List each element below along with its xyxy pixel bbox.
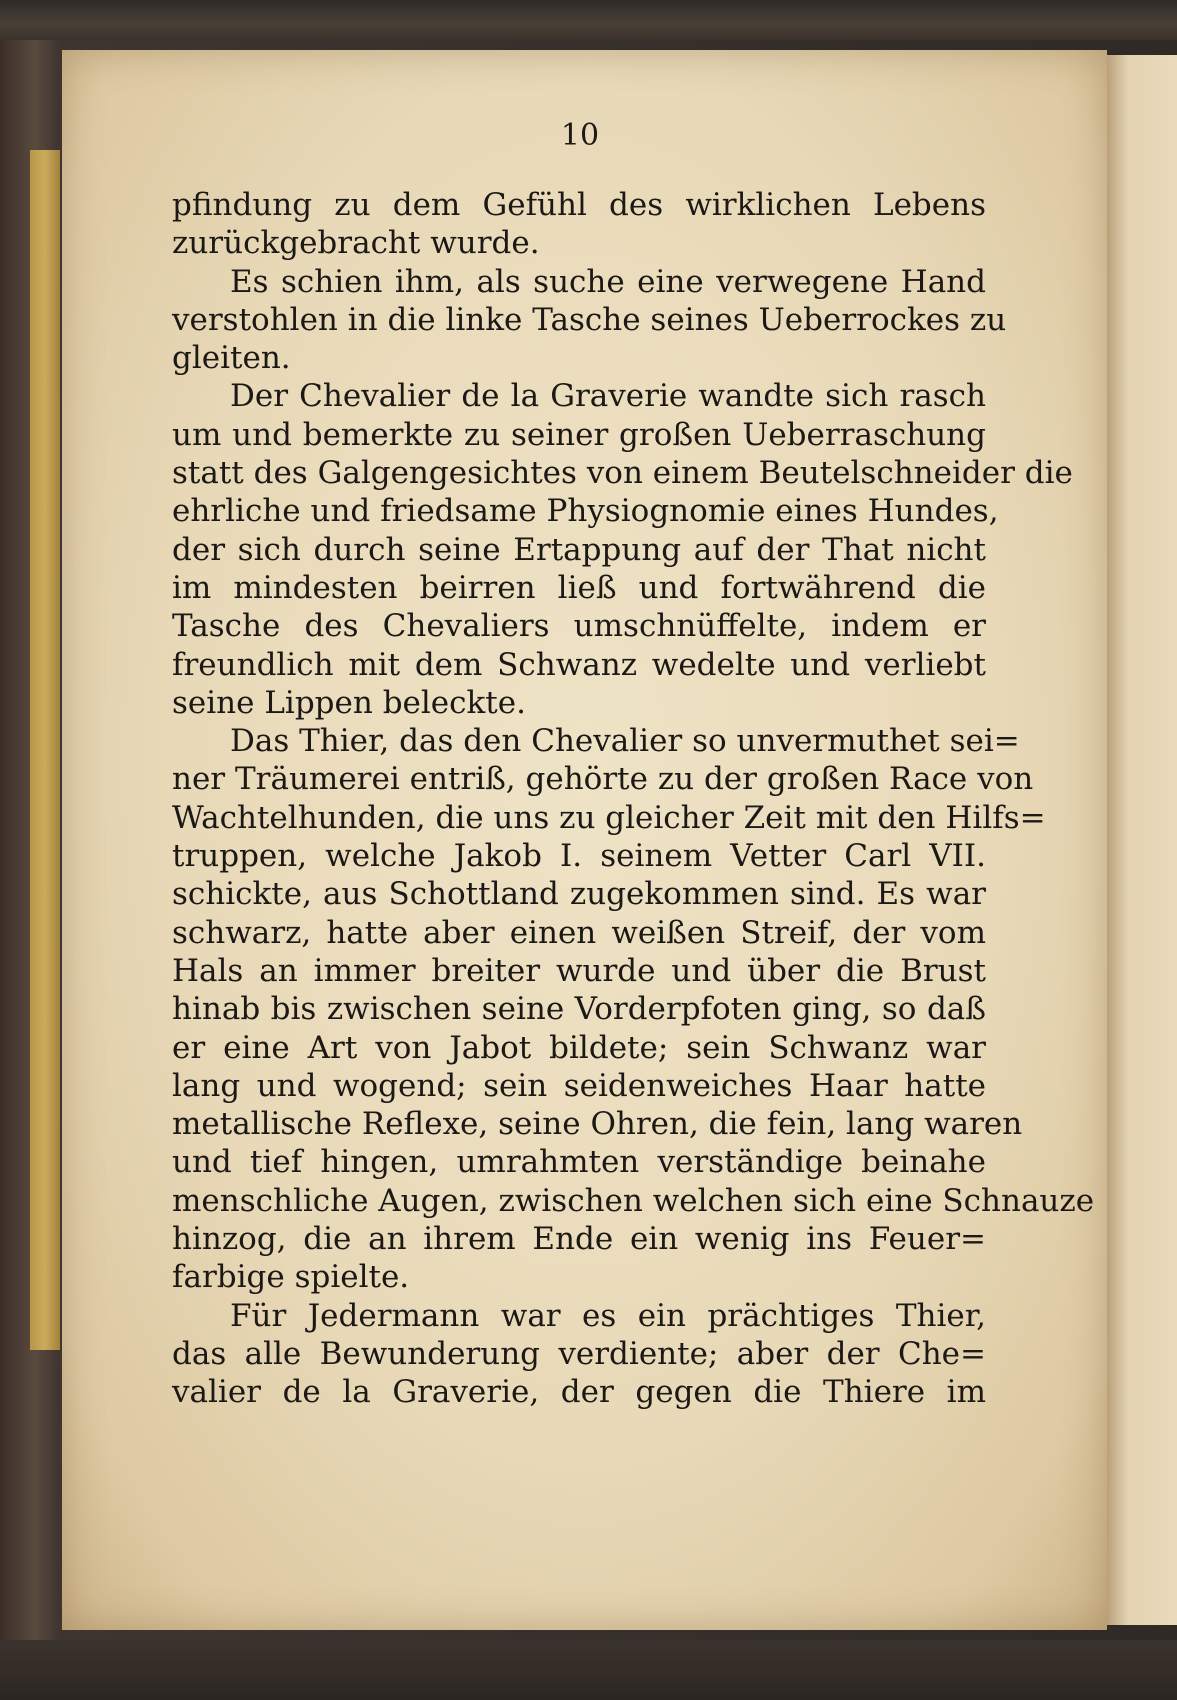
text-line: Hals an immer breiter wurde und über die Brust [172, 952, 986, 989]
book-cover-bottom [0, 1640, 1177, 1700]
text-line: zurückgebracht wurde. [172, 225, 540, 262]
text-line: ner Träumerei entriß, gehörte zu der großen Race von [172, 761, 1034, 798]
text-line: truppen, welche Jakob I. seinem Vetter Carl VII. [172, 838, 986, 875]
text-line: pfindung zu dem Gefühl des wirklichen Lebens [172, 187, 986, 223]
body-text [172, 186, 1095, 1412]
text-line: er eine Art von Jabot bildete; sein Schwanz war [172, 1029, 986, 1066]
text-line: statt des Galgengesichtes von einem Beutelschneider die [172, 455, 1073, 492]
text-line: das alle Bewunderung verdiente; aber der Che= [172, 1335, 986, 1372]
text-line: schickte, aus Schottland zugekommen sind. Es war [172, 876, 986, 913]
text-line: lang und wogend; sein seidenweiches Haar hatte [172, 1067, 986, 1104]
text-line: Der Chevalier de la Graverie wandte sich rasch [230, 378, 986, 415]
text-line: menschliche Augen, zwischen welchen sich eine Schnauze [172, 1182, 1095, 1219]
text-line: verstohlen in die linke Tasche seines Ueberrockes zu [172, 301, 1007, 338]
book-cover-top [0, 0, 1177, 40]
text-line: ehrliche und friedsame Physiognomie eines Hundes, [172, 493, 999, 530]
text-line: und tief hingen, umrahmten verständige beinahe [172, 1144, 986, 1181]
text-line: der sich durch seine Ertappung auf der That nicht [172, 531, 986, 568]
text-line: Es schien ihm, als suche eine verwegene Hand [230, 263, 986, 300]
next-page-edge [1107, 55, 1177, 1625]
text-line: freundlich mit dem Schwanz wedelte und verliebt [172, 646, 986, 683]
text-line: hinab bis zwischen seine Vorderpfoten ging, so daß [172, 991, 986, 1028]
text-line: Für Jedermann war es ein prächtiges Thier, [230, 1297, 986, 1334]
text-line: Tasche des Chevaliers umschnüffelte, indem er [172, 608, 986, 645]
spine-strip [30, 150, 60, 1350]
text-line: seine Lippen beleckte. [172, 684, 526, 721]
text-line: farbige spielte. [172, 1259, 410, 1296]
text-line: um und bemerkte zu seiner großen Ueberraschung [172, 416, 986, 453]
text-line: hinzog, die an ihrem Ende ein wenig ins Feuer= [172, 1221, 986, 1258]
text-line: gleiten. [172, 340, 291, 377]
page-number: 10 [560, 118, 600, 153]
text-line: im mindesten beirren ließ und fortwährend die [172, 569, 986, 606]
text-line: schwarz, hatte aber einen weißen Streif, der vom [172, 914, 986, 951]
text-line: Das Thier, das den Chevalier so unvermuthet sei= [230, 723, 1020, 760]
text-line: Wachtelhunden, die uns zu gleicher Zeit mit den Hilfs= [172, 799, 1046, 836]
text-line: valier de la Graverie, der gegen die Thiere im [172, 1374, 986, 1411]
text-line: metallische Reflexe, seine Ohren, die fein, lang waren [172, 1106, 1023, 1143]
